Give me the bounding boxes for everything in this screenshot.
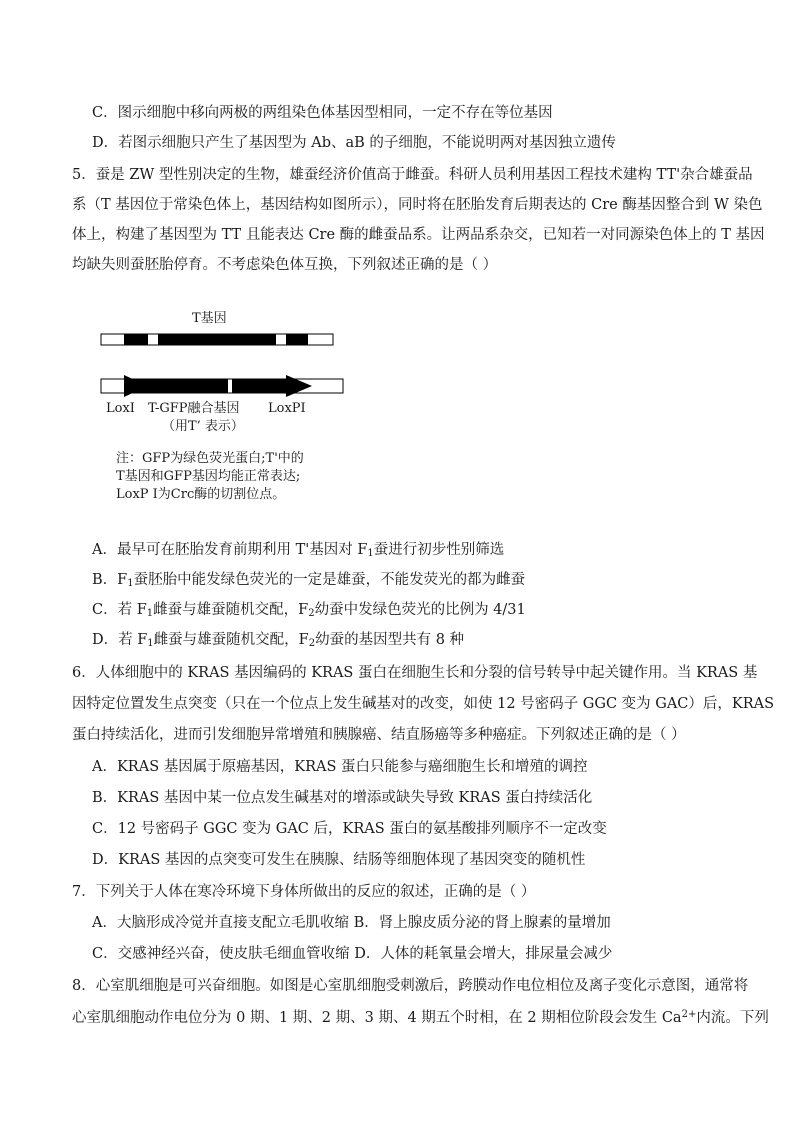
q6-option-a: A．KRAS 基因属于原癌基因，KRAS 蛋白只能参与癌细胞生长和增殖的调控 [92,759,588,775]
t-gene-bar [101,334,333,345]
q7-stem: 7．下列关于人体在寒冷环境下身体所做出的反应的叙述，正确的是（ ） [72,884,536,900]
q4-option-d: D．若图示细胞只产生了基因型为 Ab、aB 的子细胞，不能说明两对基因独立遗传 [92,135,616,151]
gene-structure-figure [96,308,356,518]
fusion-gene-note: （用T’ 表示） [162,419,244,434]
q6-stem-line-2: 因特定位置发生点突变（只在一个位点上发生碱基对的改变，如使 12 号密码子 GGC 变为 GAC）后，KRAS [72,696,775,712]
figure-note-line-1: 注：GFP为绿色荧光蛋白;T'中的 [116,451,304,466]
q6-option-c: C．12 号密码子 GGC 变为 GAC 后，KRAS 蛋白的氨基酸排列顺序不一定改变 [92,821,607,837]
q6-stem-line-3: 蛋白持续活化，进而引发细胞异常增殖和胰腺癌、结直肠癌等多种癌症。下列叙述正确的是（ ） [72,727,686,743]
q6-option-d: D．KRAS 基因的点突变可发生在胰腺、结肠等细胞体现了基因突变的随机性 [92,852,586,868]
q7-options-ab: A．大脑形成冷觉并直接支配立毛肌收缩 B．肾上腺皮质分泌的肾上腺素的量增加 [92,915,611,931]
figure-note-line-2: T基因和GFP基因均能正常表达; [116,469,301,484]
loxi-label: LoxI [106,401,135,416]
q8-stem-line-2: 心室肌细胞动作电位分为 0 期、1 期、2 期、3 期、4 期五个时相，在 2 期相位阶段会发生 $Ca^{2+}$内流。下列 [72,1009,769,1026]
q5-option-b: B．$F_1$蚕胚胎中能发绿色荧光的一定是雄蚕，不能发荧光的都为雌蚕 [92,572,526,589]
q5-stem-line-3: 体上，构建了基因型为 TT 且能表达 Cre 酶的雌蚕品系。让两品系杂交，已知若一对同源染色体上的 T 基因 [72,227,765,243]
loxpi-label: LoxPI [268,401,306,416]
figure-note-line-3: LoxP I为Crc酶的切割位点。 [116,487,286,502]
q5-option-c: C．若 $F_1$雌蚕与雄蚕随机交配，$F_2$幼蚕中发绿色荧光的比例为 4/31 [92,602,526,619]
q5-stem-line-1: 5．蚕是 ZW 型性别决定的生物，雄蚕经济价值高于雌蚕。科研人员利用基因工程技术建构 TT'杂合雄蚕品 [72,167,753,183]
t-gene-label: T基因 [192,311,227,326]
q6-stem-line-1: 6．人体细胞中的 KRAS 基因编码的 KRAS 蛋白在细胞生长和分裂的信号转导中起关键作用。当 KRAS 基 [72,665,758,681]
q6-option-b: B．KRAS 基因中某一位点发生碱基对的增添或缺失导致 KRAS 蛋白持续活化 [92,790,593,806]
q5-stem-line-2: 系（T 基因位于常染色体上，基因结构如图所示），同时将在胚胎发育后期表达的 Cre 酶基因整合到 W 染色 [72,197,763,213]
q8-stem-line-1: 8．心室肌细胞是可兴奋细胞。如图是心室肌细胞受刺激后，跨膜动作电位相位及离子变化示意图，通常将 [72,978,749,994]
loxpi-arrow-icon [286,375,312,397]
q5-stem-line-4: 均缺失则蚕胚胎停育。不考虑染色体互换，下列叙述正确的是（ ） [72,257,498,273]
q5-option-a: A．最早可在胚胎发育前期利用 T'基因对 $F_1$蚕进行初步性别筛选 [92,542,505,559]
fusion-gene-label: T-GFP融合基因 [148,401,240,416]
t-gfp-fusion-bar [101,375,343,397]
q4-option-c: C．图示细胞中移向两极的两组染色体基因型相同，一定不存在等位基因 [92,105,553,121]
loxi-arrow-icon [124,375,148,397]
q7-options-cd: C．交感神经兴奋，使皮肤毛细血管收缩 D．人体的耗氧量会增大，排尿量会减少 [92,946,613,962]
q5-option-d: D．若 $F_1$雌蚕与雄蚕随机交配，$F_2$幼蚕的基因型共有 8 种 [92,632,465,649]
